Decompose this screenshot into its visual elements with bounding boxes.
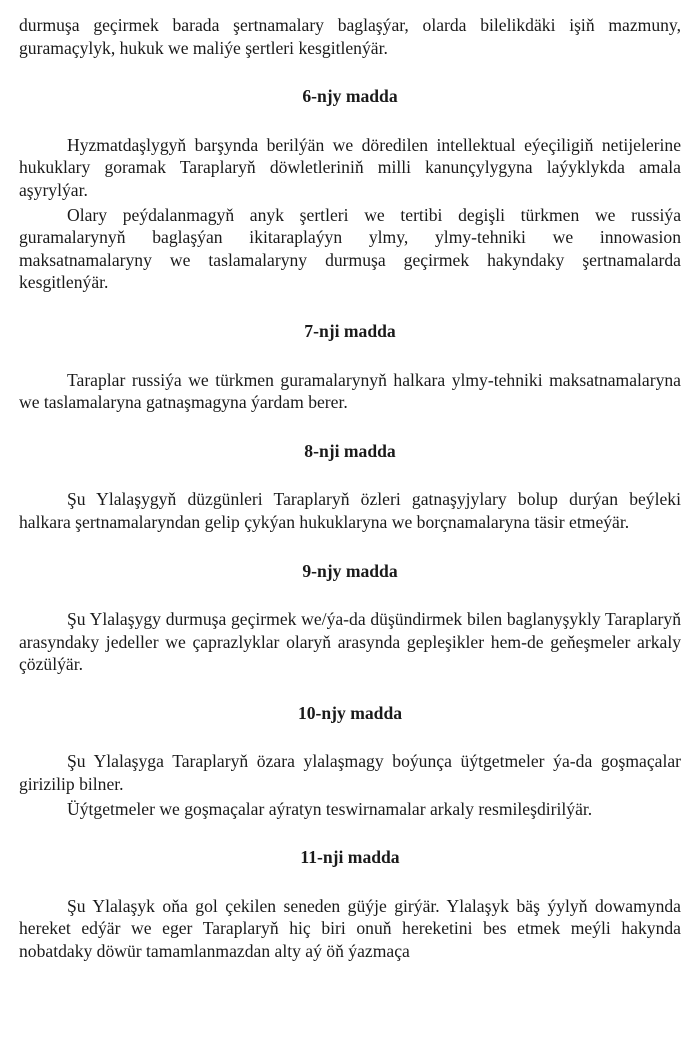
article-10-heading: 10-njy madda [297,702,403,723]
article-9-paragraph-1: Şu Ylalaşygy durmuşa geçirmek we/ýa-da düşündirmek bilen baglanyşykly Taraplaryň arasyndaky jedeller we çaprazlyklar olaryň arasynda gepleşikler hem-de geňeşmeler arkaly çözülýär. [19,609,681,675]
intro-paragraph: durmuşa geçirmek barada şertnamalary baglaşýar, olarda bilelikdäki işiň mazmuny, guramaçylyk, hukuk we maliýe şertleri kesgitlenýär. [19,15,681,58]
article-10-paragraph-1: Şu Ylalaşyga Taraplaryň özara ylalaşmagy boýunça üýtgetmeler ýa-da goşmaçalar girizilip bilner. [19,751,681,795]
article-8-paragraph-1: Şu Ylalaşygyň düzgünleri Taraplaryň özleri gatnaşyjylary bolup durýan beýleki halkara şertnamalaryndan gelip çykýan hukuklaryna we borçnamalaryna täsir etmeýär. [19,489,681,532]
article-10-paragraph-2: Üýtgetmeler we goşmaçalar aýratyn teswirnamalar arkaly resmileşdirilýär. [67,798,593,819]
article-7-heading: 7-nji madda [304,320,396,341]
document-page [19,14,681,963]
article-7-paragraph-1: Taraplar russiýa we türkmen guramalarynyň halkara ylmy-tehniki maksatnamalaryna we taslamalaryna gatnaşmagyna ýardam berer. [19,369,681,413]
article-6-heading: 6-njy madda [302,86,398,107]
article-8-heading: 8-nji madda [304,440,396,461]
article-6-paragraph-2: Olary peýdalanmagyň anyk şertleri we tertibi degişli türkmen we russiýa guramalarynyň baglaşýan ikitaraplaýyn ylmy, ylmy-tehniki we innowasion maksatnamalaryny we taslamalaryny durmuşa geçirmek hakyndaky şertnamalarda kesgitlenýär. [19,204,681,293]
article-6-paragraph-1: Hyzmatdaşlygyň barşynda berilýän we döredilen intellektual eýeçiligiň netijelerine hukuklary goramak Taraplaryň döwletleriniň milli kanunçylygyna laýyklykda amala aşyrylýar. [19,134,681,200]
article-11-paragraph-1: Şu Ylalaşyk oňa gol çekilen seneden güýje girýär. Ylalaşyk bäş ýylyň dowamynda hereket edýär we eger Taraplaryň hiç biri onuň hereketini bes etmek meýli hakynda nobatdaky döwür tamamlanmazdan alty aý öň ýazmaça [19,895,681,962]
article-9-heading: 9-njy madda [302,560,398,581]
article-11-heading: 11-nji madda [300,847,400,868]
